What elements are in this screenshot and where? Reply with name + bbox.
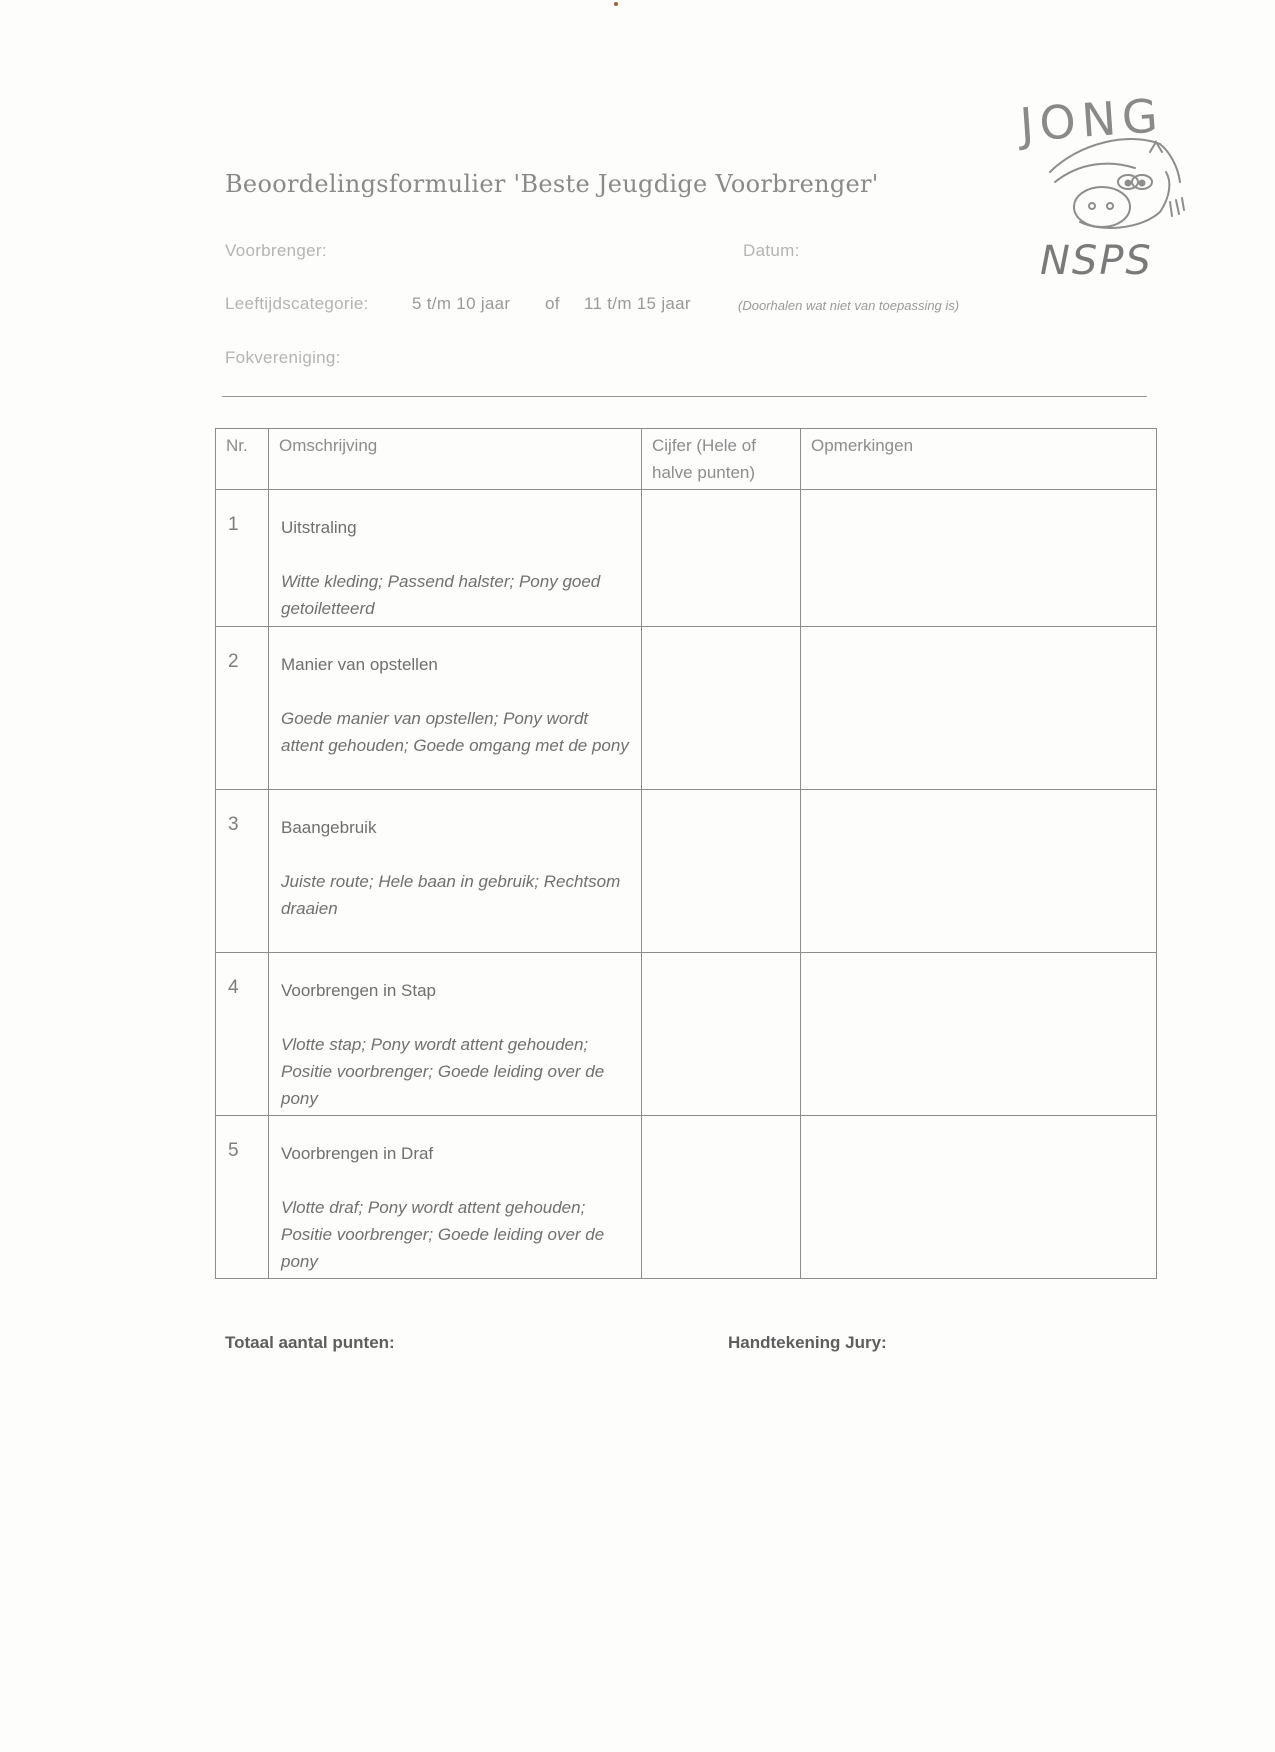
page-title: Beoordelingsformulier 'Beste Jeugdige Voorbrenger' [225, 170, 879, 198]
pony-icon [1050, 139, 1184, 228]
criterion-detail: Juiste route; Hele baan in gebruik; Rechtsom draaien [281, 872, 621, 918]
leeftijdscategorie-label: Leeftijdscategorie: [225, 294, 369, 313]
divider-line [222, 396, 1147, 397]
totaal-punten-label: Totaal aantal punten: [225, 1333, 395, 1352]
row-number: 2 [216, 627, 269, 790]
score-cell[interactable] [642, 1116, 801, 1279]
handtekening-jury-label: Handtekening Jury: [728, 1333, 887, 1352]
criterion-detail: Vlotte draf; Pony wordt attent gehouden; Positie voorbrenger; Goede leiding over de pony [281, 1198, 605, 1271]
header-nr: Nr. [216, 429, 269, 490]
remarks-cell[interactable] [801, 1116, 1157, 1279]
criterion-title: Voorbrengen in Draf [281, 1144, 434, 1163]
row-number: 4 [216, 953, 269, 1116]
leeftijd-option-young[interactable]: 5 t/m 10 jaar [412, 294, 511, 313]
header-cijfer: Cijfer (Hele of halve punten) [642, 429, 801, 490]
table-header-row [216, 429, 1157, 490]
table-row [216, 1116, 1157, 1279]
fokvereniging-label: Fokvereniging: [225, 348, 341, 367]
score-cell[interactable] [642, 953, 801, 1116]
row-description [269, 490, 642, 627]
criterion-title: Voorbrengen in Stap [281, 981, 437, 1000]
table-row [216, 790, 1157, 953]
criterion-title: Baangebruik [281, 818, 377, 837]
leeftijd-or: of [545, 294, 560, 313]
row-description [269, 1116, 642, 1279]
leeftijd-note: (Doorhalen wat niet van toepassing is) [738, 298, 960, 313]
datum-label: Datum: [743, 241, 800, 260]
score-cell[interactable] [642, 627, 801, 790]
row-number: 3 [216, 790, 269, 953]
table-row [216, 953, 1157, 1116]
header-opmerkingen: Opmerkingen [801, 429, 1157, 490]
row-description [269, 953, 642, 1116]
criterion-detail: Witte kleding; Passend halster; Pony goed getoiletteerd [281, 572, 601, 618]
row-number: 5 [216, 1116, 269, 1279]
jong-nsps-logo [1010, 82, 1240, 302]
table-row [216, 627, 1157, 790]
score-cell[interactable] [642, 790, 801, 953]
logo-bottom-text: NSPS [1040, 238, 1153, 284]
row-description [269, 790, 642, 953]
header-omschrijving: Omschrijving [269, 429, 642, 490]
leeftijd-option-old[interactable]: 11 t/m 15 jaar [584, 294, 691, 313]
logo-top-text: JONG [1018, 88, 1166, 152]
voorbrenger-label: Voorbrenger: [225, 241, 327, 260]
scan-speck [614, 2, 618, 6]
evaluation-table [215, 428, 1157, 1279]
row-number: 1 [216, 490, 269, 627]
remarks-cell[interactable] [801, 490, 1157, 627]
remarks-cell[interactable] [801, 953, 1157, 1116]
remarks-cell[interactable] [801, 790, 1157, 953]
criterion-detail: Vlotte stap; Pony wordt attent gehouden; Positie voorbrenger; Goede leiding over de pony [281, 1035, 605, 1108]
criterion-title: Uitstraling [281, 518, 357, 537]
criterion-detail: Goede manier van opstellen; Pony wordt attent gehouden; Goede omgang met de pony [281, 709, 629, 755]
criterion-title: Manier van opstellen [281, 655, 438, 674]
score-cell[interactable] [642, 490, 801, 627]
table-row [216, 490, 1157, 627]
row-description [269, 627, 642, 790]
remarks-cell[interactable] [801, 627, 1157, 790]
